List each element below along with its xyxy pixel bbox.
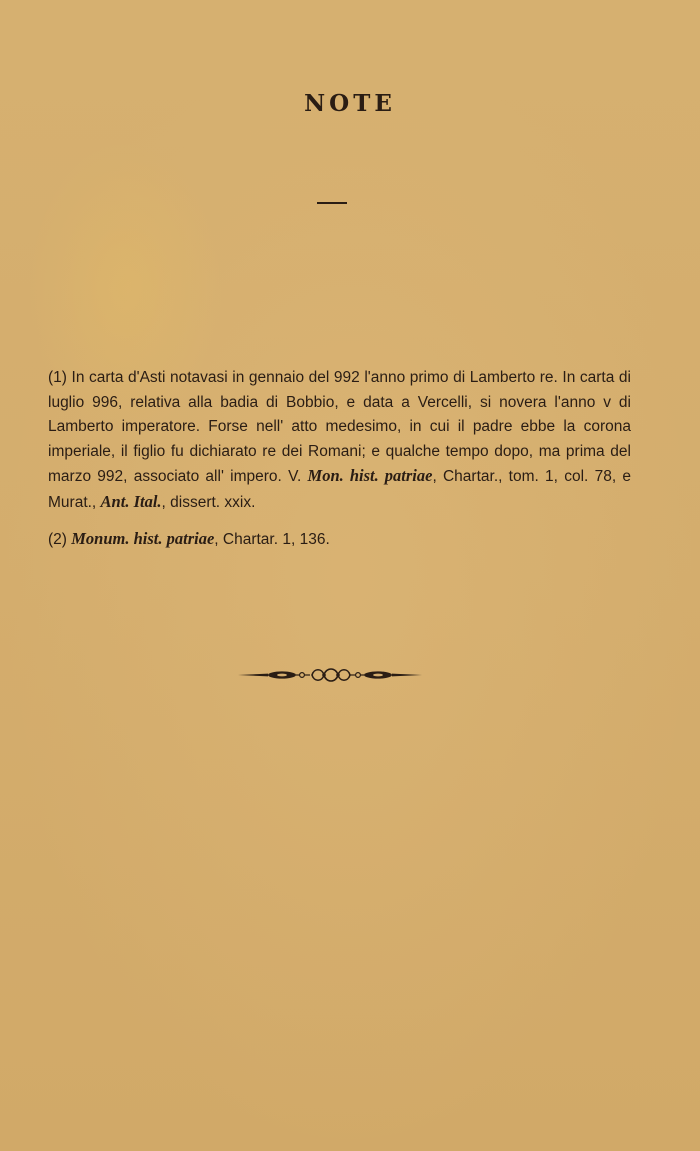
page-title: NOTE	[304, 90, 396, 117]
footnote-2-citation-title: Monum. hist. patriae	[71, 529, 215, 548]
footnote-1-text-cont: , Chartar., tom. 1, col. 78, e Murat.,	[48, 468, 631, 511]
title-divider	[317, 202, 347, 204]
footnote-2-text: , Chartar. 1, 136.	[214, 531, 330, 548]
decorative-tailpiece-icon	[238, 664, 422, 686]
footnotes	[48, 366, 631, 565]
footnote-1-text-end: , dissert. xxix.	[161, 493, 256, 511]
footnote-2	[48, 527, 631, 553]
footnote-1-citation-title-2: Ant. Ital.	[100, 491, 162, 511]
footnote-1-text: (1) In carta d'Asti notavasi in gennaio del 992 l'anno primo di Lamberto re. In carta di luglio 996, relativa alla badia di Bobbio, e data a Vercelli, si novera l'anno v di Lamberto imperatore. Forse nell' atto medesimo, in cui il padre ebbe la corona imperiale, il figlio fu dichiarato re dei Romani; e qualche tempo dopo, ma prima del marzo 992, associato all' impero. V.	[48, 369, 631, 485]
footnote-1-citation-title: Mon. hist. patriae	[307, 466, 433, 485]
footnote-2-number: (2)	[48, 531, 72, 548]
footnote-1	[48, 366, 631, 515]
